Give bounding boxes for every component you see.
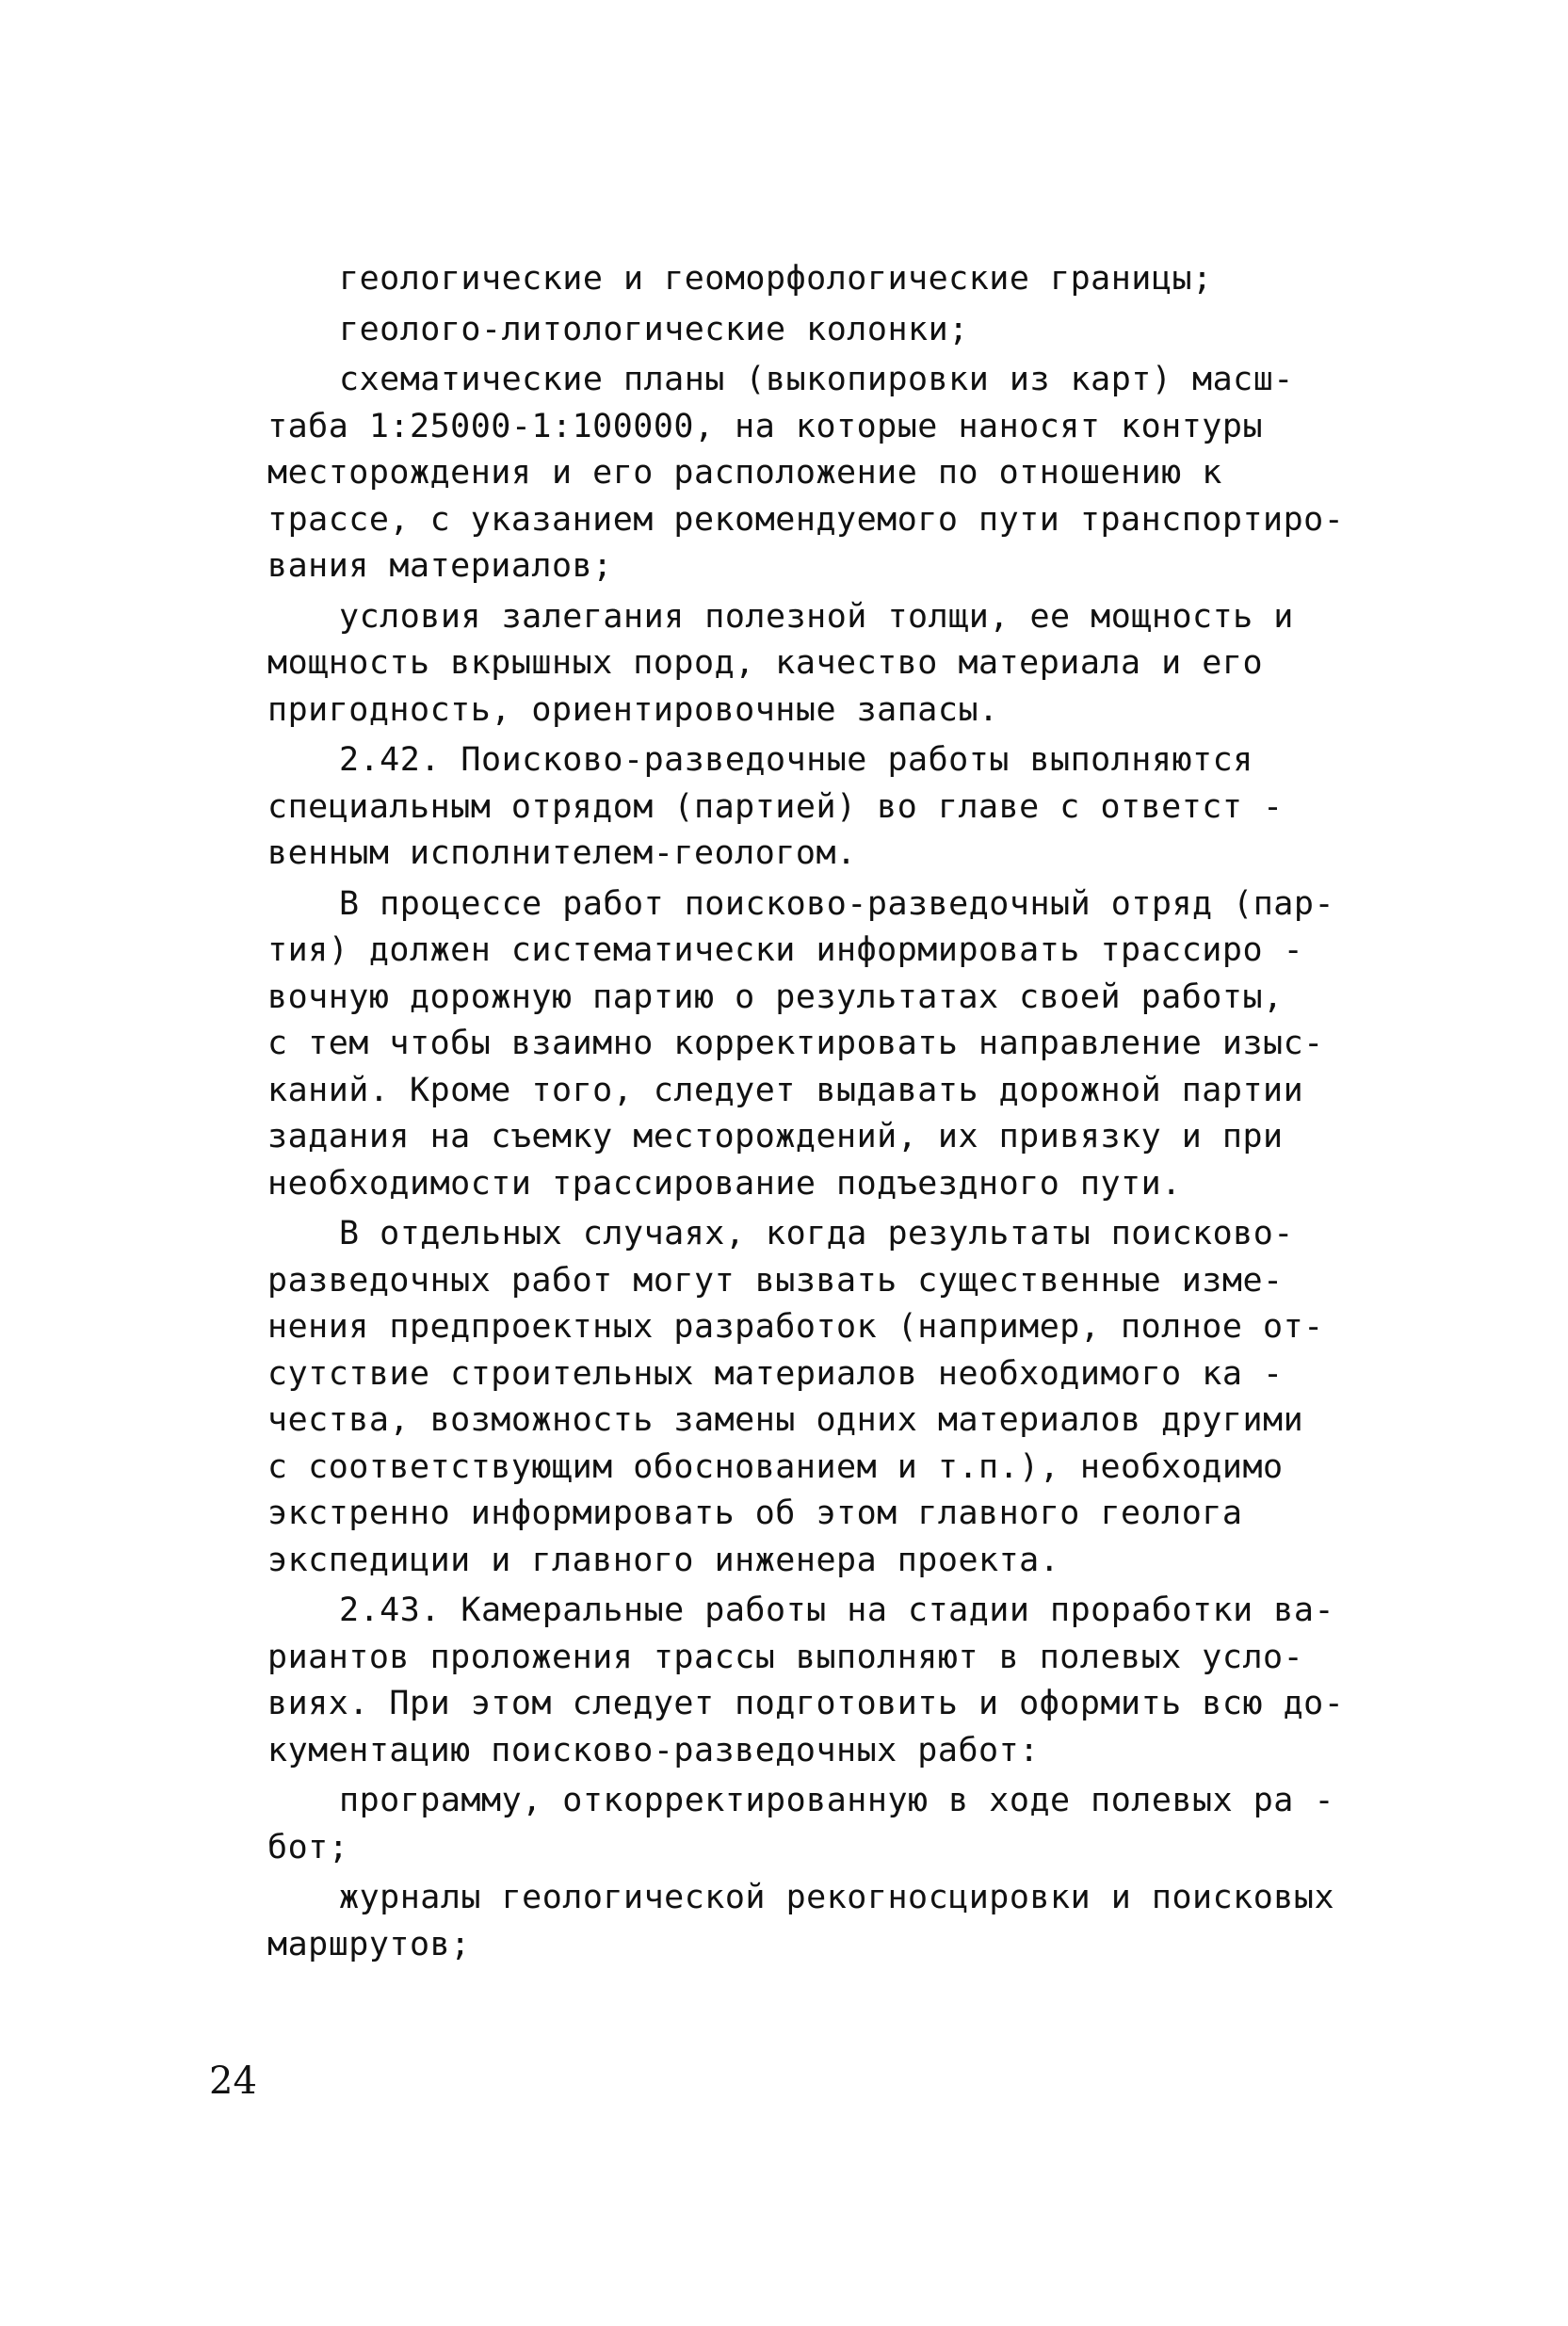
- list-item-conditions: [267, 594, 1492, 735]
- list-item-program: [267, 1778, 1492, 1871]
- text-line: чества, возможность замены одних материалов другими: [267, 1401, 1304, 1439]
- text-line: 2.42. Поисково-разведочные работы выполняются: [339, 741, 1253, 779]
- text-line: специальным отрядом (партией) во главе с ответст -: [267, 787, 1284, 826]
- list-item-journals: [267, 1875, 1492, 1968]
- text-line: маршрутов;: [267, 1925, 471, 1963]
- text-line: кументацию поисково-разведочных работ:: [267, 1731, 1040, 1769]
- text-line: каний. Кроме того, следует выдавать дорожной партии: [267, 1071, 1304, 1109]
- text-line: условия залегания полезной толщи, ее мощность и: [339, 597, 1294, 636]
- text-line: геолого-литологические колонки;: [339, 310, 969, 348]
- text-line: геологические и геоморфологические границы;: [339, 260, 1213, 298]
- text-line: необходимости трассирование подъездного пути.: [267, 1164, 1182, 1203]
- text-line: В процессе работ поисково-разведочный отряд (пар-: [339, 884, 1335, 923]
- text-line: экспедиции и главного инженера проекта.: [267, 1541, 1060, 1579]
- text-line: с тем чтобы взаимно корректировать направление изыс-: [267, 1025, 1324, 1062]
- text-line: вочную дорожную партию о результатах своей работы,: [267, 977, 1284, 1016]
- text-line: схематические планы (выкопировки из карт) масш-: [339, 361, 1294, 398]
- text-line: задания на съемку месторождений, их привязку и при: [267, 1118, 1284, 1155]
- text-line: трассе, с указанием рекомендуемого пути транспортиро-: [267, 500, 1345, 539]
- text-line: тия) должен систематически информировать трассиро -: [267, 931, 1304, 969]
- paragraph-special-cases: [267, 1211, 1492, 1584]
- text-line: В отдельных случаях, когда результаты поисково-: [339, 1215, 1294, 1252]
- text-line: пригодность, ориентировочные запасы.: [267, 690, 999, 729]
- text-line: риантов проложения трассы выполняют в полевых усло-: [267, 1638, 1304, 1676]
- text-line: журналы геологической рекогносцировки и поисковых: [339, 1879, 1335, 1916]
- section-2-42: [267, 737, 1492, 878]
- text-line: программу, откорректированную в ходе полевых ра -: [339, 1782, 1335, 1819]
- paragraph-process: [267, 881, 1492, 1208]
- text-line: месторождения и его расположение по отношению к: [267, 454, 1222, 492]
- text-line: мощность вкрышных пород, качество материала и его: [267, 644, 1264, 682]
- text-line: с соответствующим обоснованием и т.п.), необходимо: [267, 1447, 1284, 1486]
- body-text: [267, 256, 1492, 1972]
- list-item-schematic-plans: [267, 357, 1492, 590]
- page-number: 24: [209, 2059, 257, 2103]
- text-line: экстренно информировать об этом главного геолога: [267, 1494, 1243, 1532]
- text-line: вания материалов;: [267, 547, 613, 585]
- text-line: бот;: [267, 1828, 349, 1866]
- text-line: виях. При этом следует подготовить и оформить всю до-: [267, 1685, 1345, 1722]
- text-line: разведочных работ могут вызвать существенные изме-: [267, 1261, 1284, 1300]
- list-item-boundaries: [267, 256, 1492, 303]
- text-line: сутствие строительных материалов необходимого ка -: [267, 1354, 1284, 1393]
- text-line: таба 1:25000-1:100000, на которые наносят контуры: [267, 407, 1264, 445]
- text-line: нения предпроектных разработок (например, полное от-: [267, 1308, 1324, 1346]
- text-line: 2.43. Камеральные работы на стадии проработки ва-: [339, 1591, 1335, 1629]
- list-item-columns: [267, 307, 1492, 354]
- text-line: венным исполнителем-геологом.: [267, 834, 857, 872]
- section-2-43: [267, 1588, 1492, 1774]
